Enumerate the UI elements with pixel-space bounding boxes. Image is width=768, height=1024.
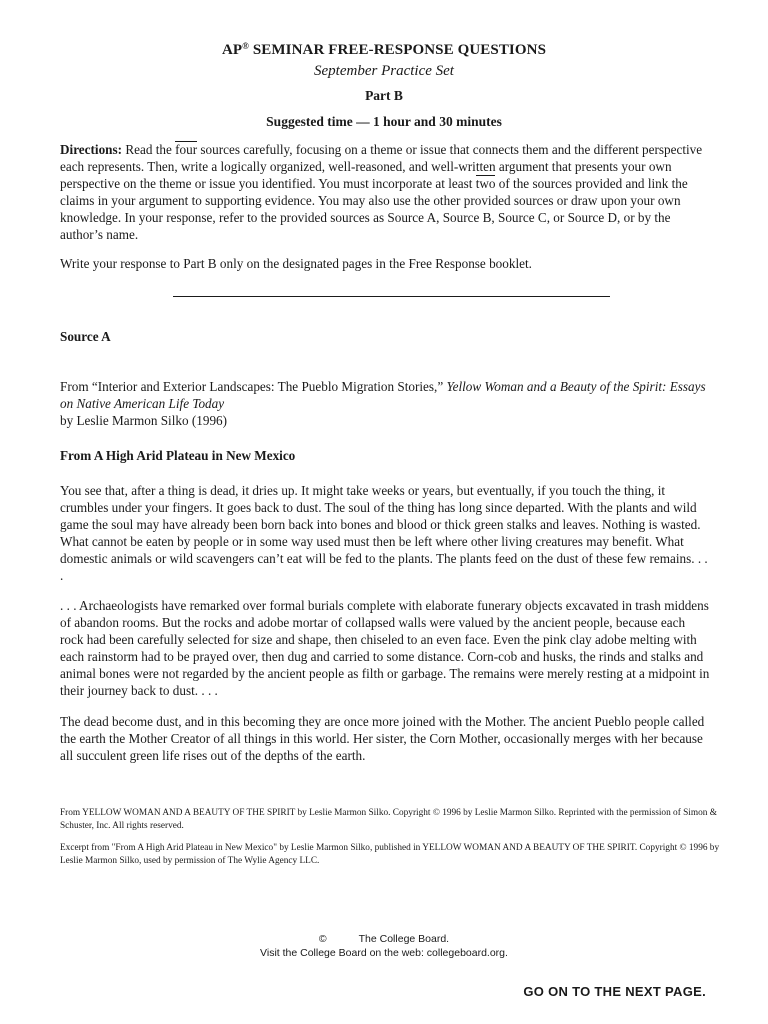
permission-credit: From YELLOW WOMAN AND A BEAUTY OF THE SPIRIT by Leslie Marmon Silko. Copyright © 1996 by Leslie Marmon Silko. Reprinted with the permission of Simon & Schuster, Inc. All rights reserved.: [60, 808, 717, 831]
website-line: Visit the College Board on the web: collegeboard.org.: [260, 947, 508, 959]
permission-credit: Excerpt from "From A High Arid Plateau in New Mexico" by Leslie Marmon Silko, published in YELLOW WOMAN AND A BEAUTY OF THE SPIRIT. Copyright © 1996 by Leslie Marmon Silko, used by permission of The Wylie Agency LLC.: [60, 843, 720, 866]
page-title: AP® SEMINAR FREE-RESPONSE QUESTIONS: [221, 41, 547, 58]
excerpt-heading: From A High Arid Plateau in New Mexico: [60, 448, 296, 463]
directions-paragraph: Directions: Read the four sources carefully, focusing on a theme or issue that connects them and the different perspective each represents. Then, write a logically organized, well-reasoned, and well-written argument that presents your own perspective on the theme or issue you identified. You must incorporate at least two of the sources provided and link the claims in your argument to supporting evidence. You may also use the other provided sources or draw upon your own knowledge. In your response, refer to the provided sources as Source A, Source B, Source C, or Source D, or by the author’s name.: [60, 142, 703, 242]
directions-label: Directions:: [60, 142, 123, 157]
excerpt-paragraph: The dead become dust, and in this becoming they are once more joined with the Mother. The ancient Pueblo people called the earth the Mother Creator of all things in this world. Her sister, the Corn Mother, occasionally merges with her because all succulent green life rises out of the depths of the earth.: [60, 714, 705, 763]
excerpt-paragraph: . . . Archaeologists have remarked over formal burials complete with elaborate funerary objects excavated in trash middens of abandon rooms. But the rocks and adobe mortar of collapsed walls were valued by the ancient people, because each rock had been carefully selected for size and shape, then chiseled to an even face. Even the pink clay adobe melting with each rainstorm had to be prayed over, then dug and carried to some distance. Corn-cob and husks, the rinds and stalks and animal bones were not regarded by the ancient people as filth or garbage. The remains were merely resting at a midpoint in their journey back to dust. . . .: [60, 598, 710, 698]
source-citation: From “Interior and Exterior Landscapes: The Pueblo Migration Stories,” Yellow Woman and a Beauty of the Spirit: Essays on Native American Life Today by Leslie Marmon Silko (1996): [60, 379, 706, 428]
registered-mark: ®: [242, 41, 249, 51]
emphasis-two: two: [475, 176, 496, 191]
emphasis-four: four: [175, 142, 198, 157]
source-label: Source A: [60, 329, 111, 344]
source-author: by Leslie Marmon Silko (1996): [60, 413, 228, 428]
book-title: Yellow Woman and a Beauty of the Spirit: Essays on Native American Life Today: [60, 379, 706, 411]
excerpt-paragraph: You see that, after a thing is dead, it dries up. It might take weeks or years, but eventually, if you touch the thing, it crumbles under your fingers. It goes back to dust. The soul of the thing has long since departed. With the plants and wild game the soul may have already been born back into bones and blood or thick green stalks and leaves. Nothing is wasted. What cannot be eaten by people or in some way used must then be left where other living creatures may benefit. What domestic animals or wild scavengers can’t eat will be fed to the plants. The plants feed on the dust of these few remains. . . .: [60, 483, 708, 583]
section-divider: [173, 296, 610, 297]
write-note: Write your response to Part B only on the designated pages in the Free Response booklet.: [60, 256, 532, 271]
copyright-line: [0, 932, 768, 946]
next-page-note: GO ON TO THE NEXT PAGE.: [523, 984, 706, 999]
copyright-symbol: ©: [318, 933, 327, 945]
suggested-time: Suggested time — 1 hour and 30 minutes: [266, 114, 502, 129]
page-subtitle: September Practice Set: [314, 63, 454, 79]
organization-name: The College Board.: [358, 933, 450, 945]
part-label: Part B: [365, 88, 403, 103]
